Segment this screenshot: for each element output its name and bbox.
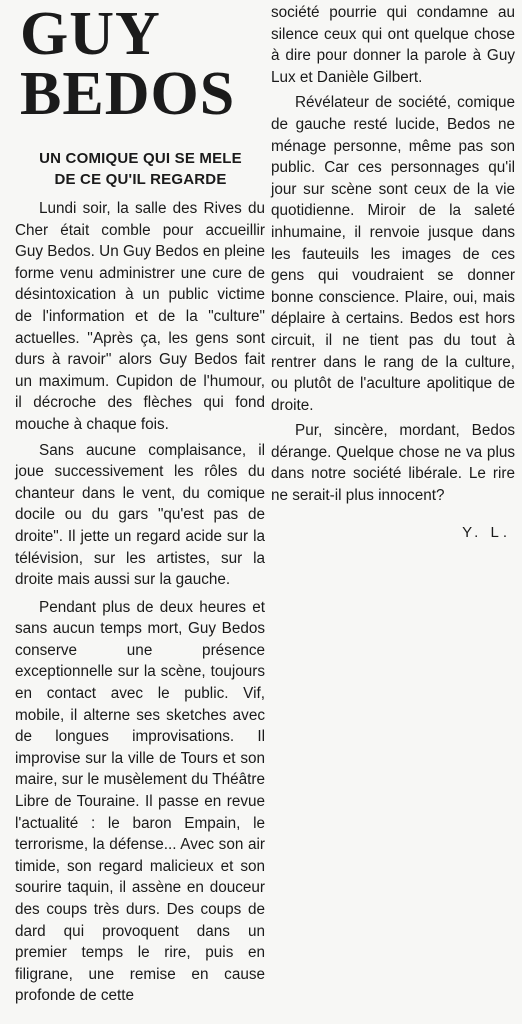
title-line-2: BEDOS [20,60,236,128]
title-line-1: GUY [20,0,161,68]
right-paragraph-3: Pur, sincère, mordant, Bedos dérange. Quelque chose ne va plus dans notre société libérale. Le rire ne serait-il plus innocent? [271,422,515,505]
left-paragraph-1: Lundi soir, la salle des Rives du Cher était comble pour accueillir Guy Bedos. Un Guy Bedos en pleine forme venu administrer une cure de désintoxication à un public victime de l'information et de la "culture" actuelles. ''Après ça, les gens sont durs à ravoir'' alors Guy Bedos fait un maximum. Cupidon de l'humour, il décroche des flèches qui fond mouche à chaque fois. [15,200,266,433]
left-column [15,198,265,1011]
author-signature: Y. L. [462,524,511,541]
article-title [20,0,260,128]
right-paragraph-1: société pourrie qui condamne au silence ceux qui ont quelque chose à dire pour donner la parole à Guy Lux et Danièle Gilbert. [271,4,515,86]
right-column [271,2,515,511]
article-subtitle [18,148,263,190]
left-paragraph-2: Sans aucune complaisance, il joue successivement les rôles du chanteur dans le vent, du comique docile ou du gars "qu'est pas de droite". Il jette un regard acide sur la télévision, sur les artistes, sur la droite mais aussi sur la gauche. [15,441,265,589]
subtitle-line-1: UN COMIQUE QUI SE MELE [39,150,242,167]
right-paragraph-2: Révélateur de société, comique de gauche resté lucide, Bedos ne ménage personne, même pas son public. Car ces personnages qu'il jour sur scène sont ceux de la vie quotidienne. Miroir de la saleté inhumaine, il renvoie jusque dans les fauteuils les images de ces gens qui voudraient se donner bonne conscience. Plaire, oui, mais déplaire à certains. Bedos est hors circuit, il ne tient pas du tout à rentrer dans le rang de la culture, ou plutôt de l'aculture apolitique de droite. [271,94,515,414]
left-paragraph-3: Pendant plus de deux heures et sans aucun temps mort, Guy Bedos conserve une présence exceptionnelle sur la scène, toujours en contact avec le public. Vif, mobile, il alterne ses sketches avec de longues improvisations. Il improvise sur la ville de Tours et son maire, sur le musèlement du Théâtre Libre de Touraine. Il passe en revue l'actualité : le baron Empain, le terrorisme, la défense... Avec son air timide, son regard malicieux et son sourire taquin, il assène en douceur des coups très durs. Des coups de dard qui provoquent dans un premier temps le rire, puis en filigrane, une remise en cause profonde de cette [15,598,265,1005]
subtitle-line-2: DE CE QU'IL REGARDE [54,171,227,188]
